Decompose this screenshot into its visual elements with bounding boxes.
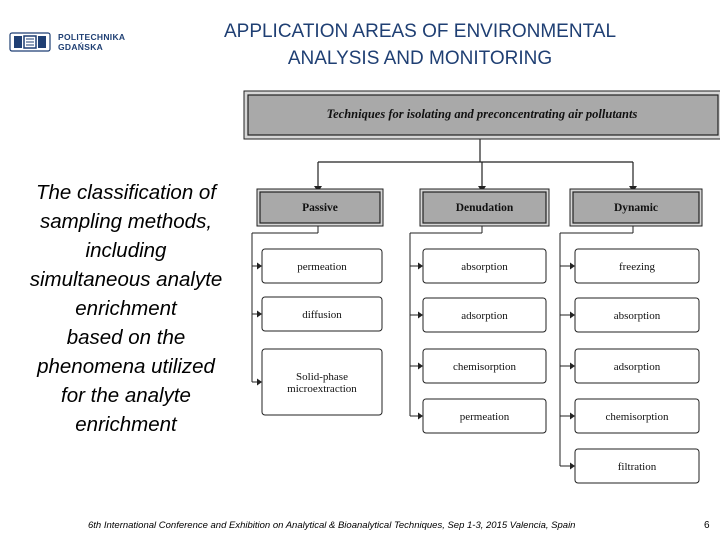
description-line: phenomena utilized — [37, 355, 215, 378]
footer-citation: 6th International Conference and Exhibition on Analytical & Bioanalytical Techniques, Sep 1-3, 2015 Valencia, Spain — [88, 520, 576, 531]
description-line: for the analyte — [61, 384, 191, 407]
description-line: based on the — [66, 326, 186, 349]
item-label: permeation — [459, 411, 510, 423]
item-arrow-icon — [570, 363, 575, 370]
item-arrow-icon — [570, 312, 575, 319]
item-label: diffusion — [302, 309, 342, 321]
item-arrow-icon — [257, 263, 262, 270]
item-arrow-icon — [418, 263, 423, 270]
description-line: The classification of — [35, 181, 217, 204]
header-label: Passive — [302, 202, 338, 214]
item-arrow-icon — [418, 312, 423, 319]
item-arrow-icon — [257, 311, 262, 318]
item-label: absorption — [461, 261, 508, 273]
item-label: Solid-phase — [296, 371, 348, 383]
page-number: 6 — [704, 520, 710, 531]
item-label: chemisorption — [605, 411, 669, 423]
header-label: Denudation — [455, 202, 514, 214]
item-label: permeation — [297, 261, 347, 273]
description-line: sampling methods, — [39, 210, 213, 233]
title-line-2: ANALYSIS AND MONITORING — [287, 48, 553, 69]
item-label: microextraction — [287, 383, 357, 395]
item-label: freezing — [618, 261, 656, 273]
item-label: absorption — [613, 310, 661, 322]
item-label: adsorption — [613, 361, 661, 373]
root-label: Techniques for isolating and preconcentrating air pollutants — [326, 107, 638, 121]
title-line-1: APPLICATION AREAS OF ENVIRONMENTAL — [223, 21, 617, 42]
item-arrow-icon — [570, 463, 575, 470]
item-label: filtration — [617, 461, 657, 473]
description-line: enrichment — [75, 297, 177, 320]
item-arrow-icon — [570, 263, 575, 270]
header-label: Dynamic — [613, 202, 659, 214]
description-line: enrichment — [75, 413, 177, 436]
item-arrow-icon — [418, 363, 423, 370]
item-arrow-icon — [418, 413, 423, 420]
item-label: chemisorption — [453, 361, 516, 373]
item-label: adsorption — [461, 310, 508, 322]
item-arrow-icon — [257, 379, 262, 386]
logo-line-1: POLITECHNIKA — [58, 32, 126, 42]
item-arrow-icon — [570, 413, 575, 420]
logo-line-2: GDAŃSKA — [58, 42, 104, 52]
description-line: including — [85, 239, 167, 262]
description-line: simultaneous analyte — [29, 268, 223, 291]
